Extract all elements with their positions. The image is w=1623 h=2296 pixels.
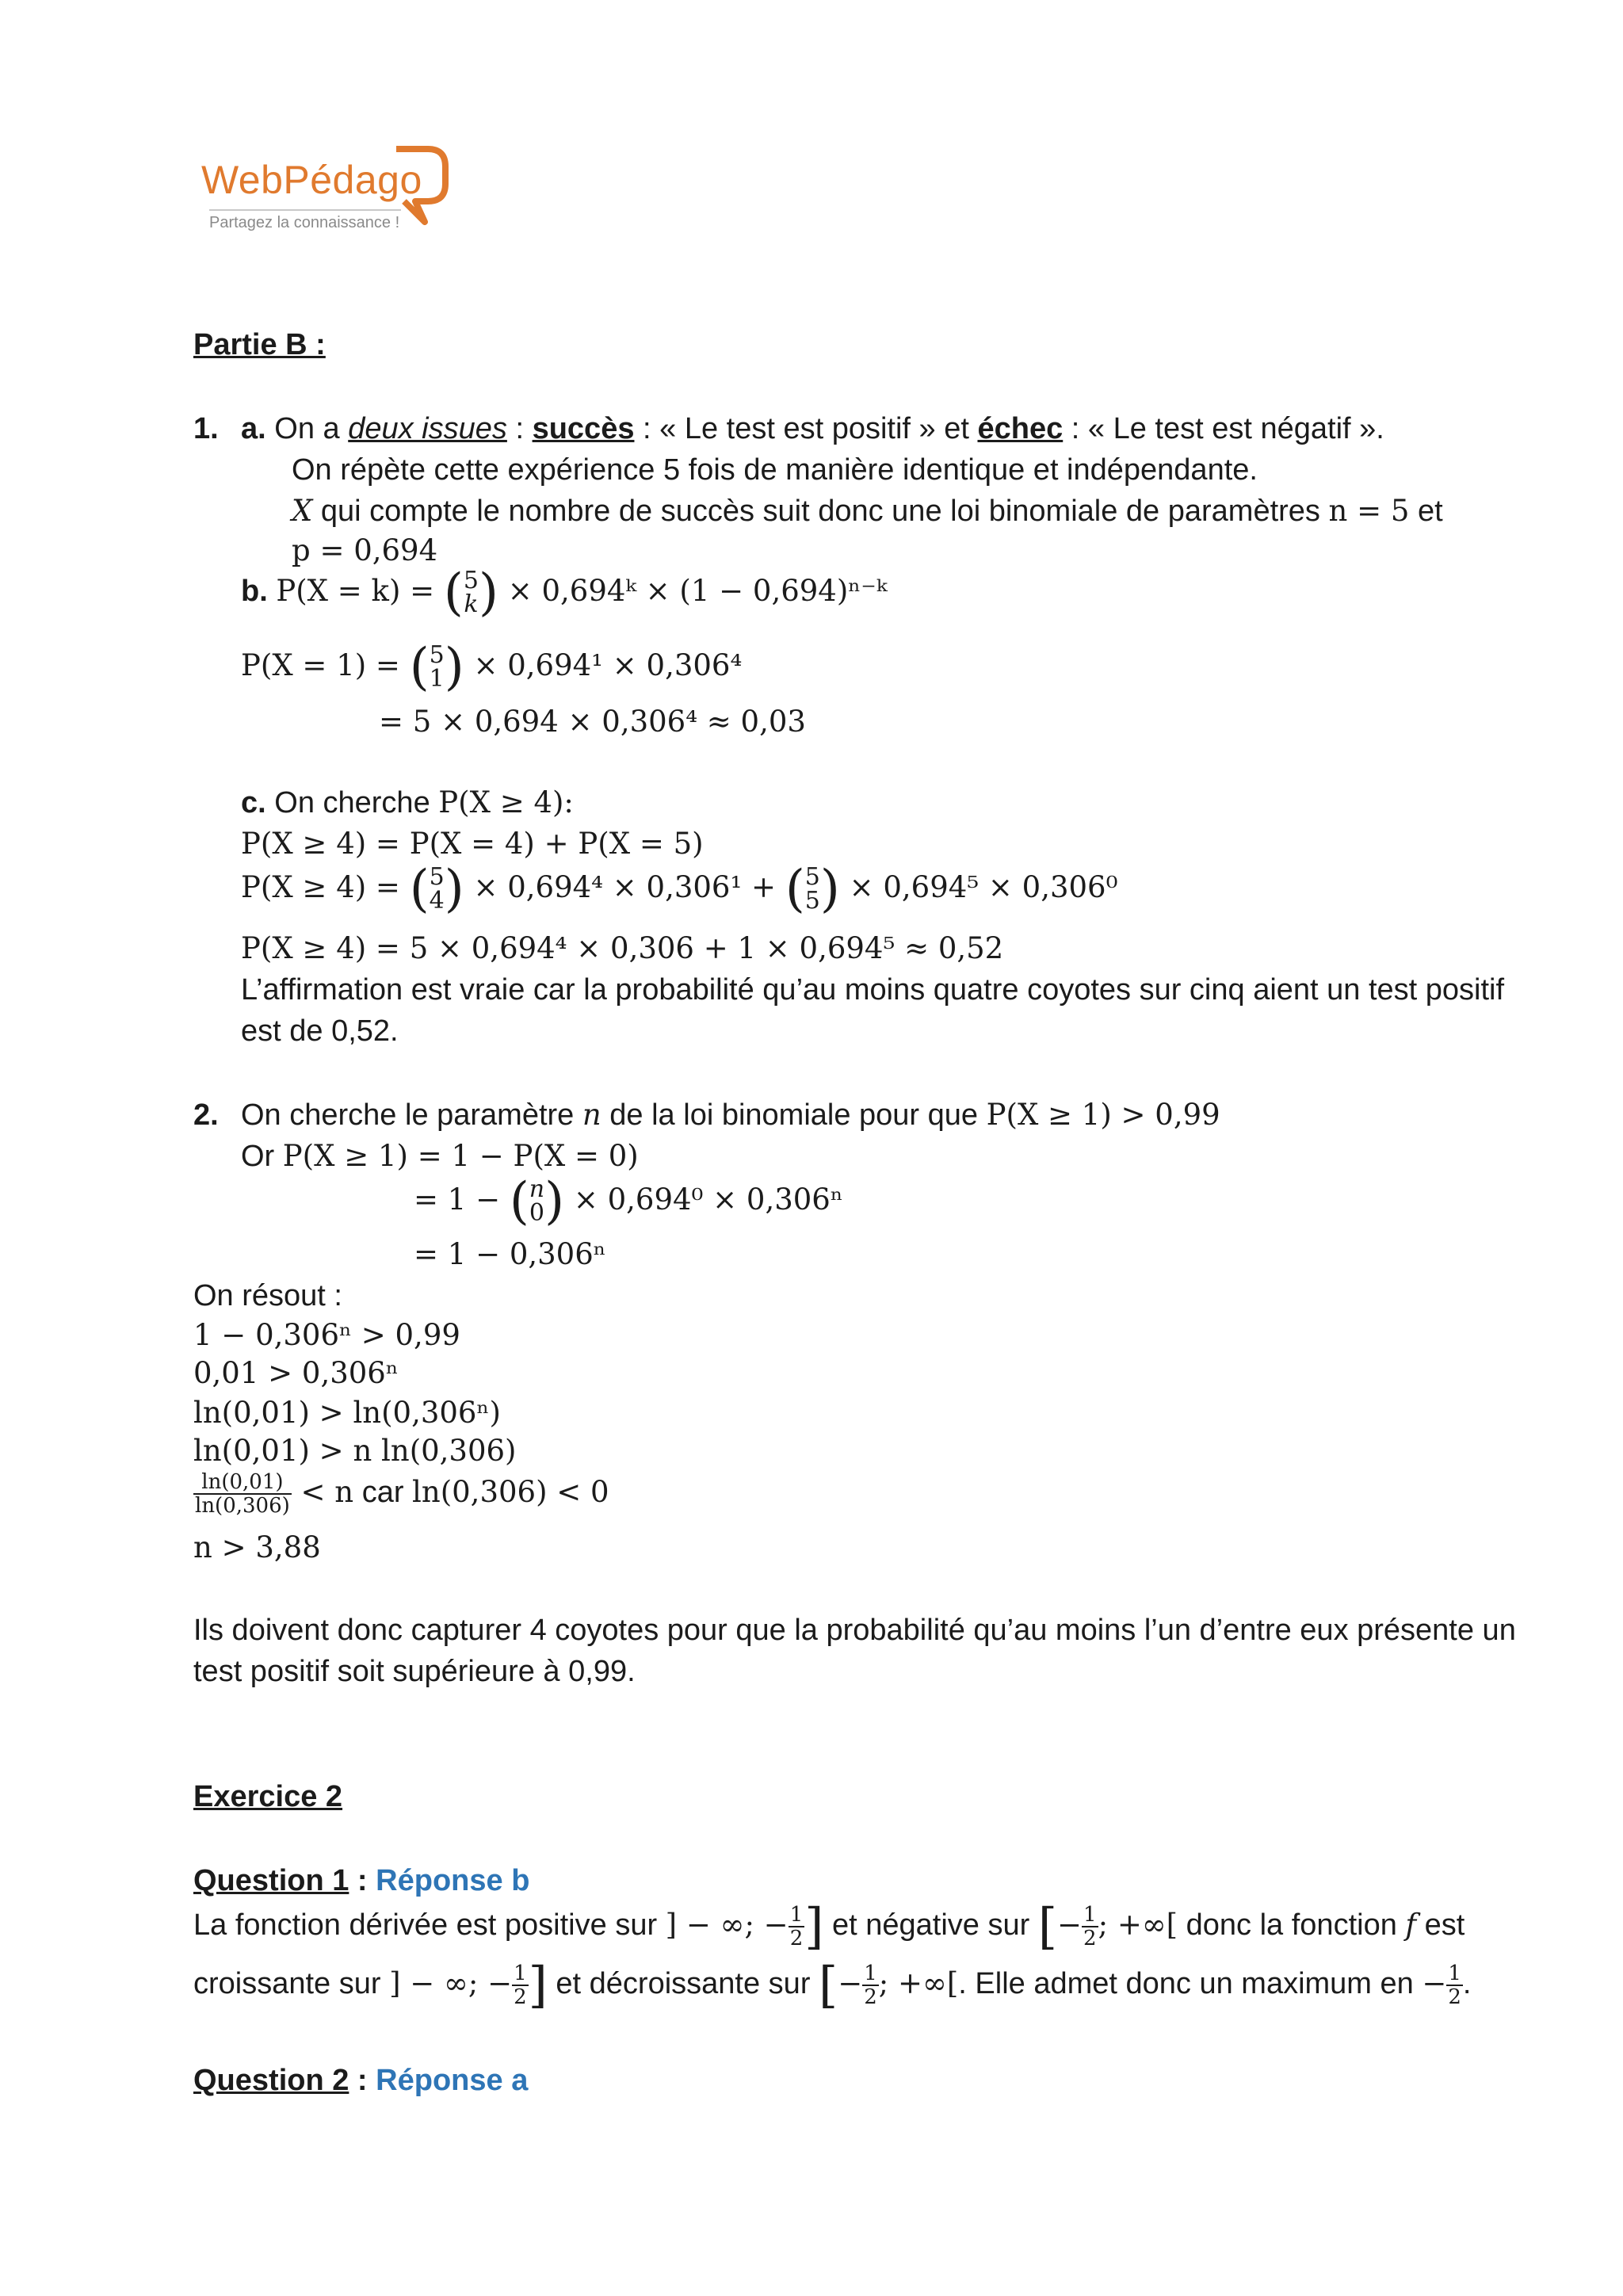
q1c-binom-1: 5 4 <box>429 863 445 915</box>
q2-conclusion-2: test positif soit supérieure à 0,99. <box>193 1655 636 1688</box>
q1c-line6: est de 0,52. <box>241 1014 399 1048</box>
half-fraction: $\frac{1}{2}$ <box>864 1962 877 2009</box>
q1b-p1-binom: 5 1 <box>429 641 445 693</box>
half-fraction: $\frac{1}{2}$ <box>789 1903 804 1950</box>
logo-tagline: Partagez la connaissance ! <box>209 214 400 231</box>
ex2-q1-line2: croissante sur ] − ∞; − $\frac{1}{2}$ ] et décroissante sur [− $\frac{1}{2}$ ; +∞[. Elle admet donc un maximum en − $\frac{1}{2}$ . <box>193 1956 1472 2014</box>
q1a-line1 <box>241 412 1384 447</box>
q2-step1: 1 − 0,306ⁿ > 0,99 <box>193 1318 460 1352</box>
q1a-line3 <box>292 495 1443 529</box>
half-fraction: $\frac{1}{2}$ <box>514 1962 527 2009</box>
q1b-p1: P(X = 1) = ( 5 1 ) × 0,694¹ × 0,306⁴ <box>241 638 743 697</box>
q1a-label: a. <box>241 412 266 445</box>
half-fraction: $\frac{1}{2}$ <box>1448 1962 1461 2009</box>
q1a-line2: On répète cette expérience 5 fois de manière identique et indépendante. <box>292 453 1258 487</box>
q1-number: 1. <box>193 412 219 445</box>
q1c-line3-right: × 0,694⁵ × 0,306⁰ <box>839 870 1118 905</box>
q2-step5-end: ln(0,306) < 0 <box>412 1475 609 1510</box>
q2-line3: = 1 − ( n 0 ) × 0,694⁰ × 0,306ⁿ <box>414 1172 843 1231</box>
q2-step3: ln(0,01) > ln(0,306ⁿ) <box>193 1396 501 1430</box>
q2-resout: On résout : <box>193 1279 342 1312</box>
q2-line2-math: P(X ≥ 1) = 1 − P(X = 0) <box>282 1139 639 1173</box>
ex2-question-2-heading: Question 2 : Réponse a <box>193 2064 529 2097</box>
q1b-p1-result: = 5 × 0,694 × 0,306⁴ ≈ 0,03 <box>379 705 806 739</box>
q1c-line4: P(X ≥ 4) = 5 × 0,694⁴ × 0,306 + 1 × 0,694⁵ ≈ 0,52 <box>241 931 1004 965</box>
webpedago-logo <box>201 143 439 238</box>
q2-step5-mid: < n <box>291 1475 354 1510</box>
q1c-text: On cherche <box>265 786 439 819</box>
q1b-p1-left: P(X = 1) = <box>241 648 410 683</box>
section-title-exercice-2: Exercice 2 <box>193 1780 343 1813</box>
q1b-p1-right: × 0,694¹ × 0,306⁴ <box>464 648 743 683</box>
section-title-partie-b: Partie B : <box>193 328 326 361</box>
q1c-line5: L’affirmation est vraie car la probabilité qu’au moins quatre coyotes sur cinq aient un test positif <box>241 973 1505 1007</box>
q1c-line1 <box>241 786 574 821</box>
ex2-q1-answer: Réponse b <box>376 1864 530 1897</box>
ex2-q2-label: Question 2 <box>193 2064 349 2097</box>
q1c-math: P(X ≥ 4): <box>438 785 574 819</box>
q2-line3-right: × 0,694⁰ × 0,306ⁿ <box>564 1182 843 1217</box>
q1a-line3-text: qui compte le nombre de succès suit donc une loi binomiale de paramètres <box>312 495 1329 528</box>
q1c-line3: P(X ≥ 4) = ( 5 4 ) × 0,694⁴ × 0,306¹ + ( 5 5 ) × 0,694⁵ × 0,306⁰ <box>241 860 1118 919</box>
q1a-param-n: n = 5 <box>1328 494 1410 528</box>
q1a-echec: échec <box>977 412 1064 445</box>
q2-line1-n: n <box>582 1098 601 1132</box>
ex2-q1-label: Question 1 <box>193 1864 349 1897</box>
q1b-label: b. <box>241 575 268 609</box>
q1c-line3-mid: × 0,694⁴ × 0,306¹ + <box>464 870 785 905</box>
q1c-label: c. <box>241 786 266 819</box>
q2-step5-car: car <box>353 1476 413 1510</box>
q1a-mid: : « Le test est positif » et <box>634 412 978 445</box>
q2-line1-text: On cherche le paramètre <box>241 1098 582 1132</box>
q1a-colon: : <box>506 412 533 445</box>
logo-divider <box>209 209 401 211</box>
q2-conclusion-1: Ils doivent donc capturer 4 coyotes pour que la probabilité qu’au moins l’un d’entre eux présente un <box>193 1614 1516 1647</box>
q1b-left: P(X = k) = <box>276 574 444 609</box>
q2-step5-fraction: $\frac{\ln(0,01)}{\ln(0,306)}$ <box>195 1470 290 1518</box>
q2-line2 <box>241 1140 639 1175</box>
q1a-et: et <box>1409 495 1443 528</box>
q1a-succes: succès <box>532 412 635 445</box>
q2-or: Or <box>241 1140 283 1173</box>
speech-bubble-icon <box>388 143 452 230</box>
q2-step4: ln(0,01) > n ln(0,306) <box>193 1434 517 1468</box>
ex2-q2-answer: Réponse a <box>376 2064 529 2097</box>
q2-line1 <box>241 1098 1220 1133</box>
ex2-question-1-heading: Question 1 : Réponse b <box>193 1864 530 1897</box>
q1a-var-x: X <box>292 494 313 528</box>
q1c-binom-2: 5 5 <box>804 863 820 915</box>
half-fraction: $\frac{1}{2}$ <box>1083 1903 1097 1950</box>
q1c-line2: P(X ≥ 4) = P(X = 4) + P(X = 5) <box>241 827 704 861</box>
q2-line4: = 1 − 0,306ⁿ <box>414 1237 606 1271</box>
q1b-formula: b. P(X = k) = ( 5 k ) × 0,694ᵏ × (1 − 0,694)ⁿ⁻ᵏ <box>241 563 888 622</box>
q2-line1-text2: de la loi binomiale pour que <box>601 1098 987 1132</box>
q2-line1-math: P(X ≥ 1) > 0,99 <box>986 1098 1220 1132</box>
q2-line3-left: = 1 − <box>414 1182 510 1217</box>
q1b-binom: 5 k <box>463 567 479 618</box>
q2-binom: n 0 <box>529 1175 545 1227</box>
q1c-line3-left: P(X ≥ 4) = <box>241 870 410 905</box>
q2-step6: n > 3,88 <box>193 1530 321 1564</box>
ex2-q1-line1: La fonction dérivée est positive sur ] − ∞; − $\frac{1}{2}$ ] et négative sur [− $\frac{1}{2}$ ; +∞[ donc la fonction f est <box>193 1897 1465 1955</box>
q2-step2: 0,01 > 0,306ⁿ <box>193 1356 399 1390</box>
q1a-issues: deux issues <box>348 412 507 445</box>
q1b-right: × 0,694ᵏ × (1 − 0,694)ⁿ⁻ᵏ <box>498 574 888 609</box>
q1a-text: On a <box>274 412 349 445</box>
q1a-end: : « Le test est négatif ». <box>1063 412 1384 445</box>
q2-number: 2. <box>193 1098 219 1132</box>
q1a-param-p: p = 0,694 <box>292 533 438 567</box>
q2-step5 <box>193 1471 609 1517</box>
logo-name: WebPédago <box>201 158 422 202</box>
